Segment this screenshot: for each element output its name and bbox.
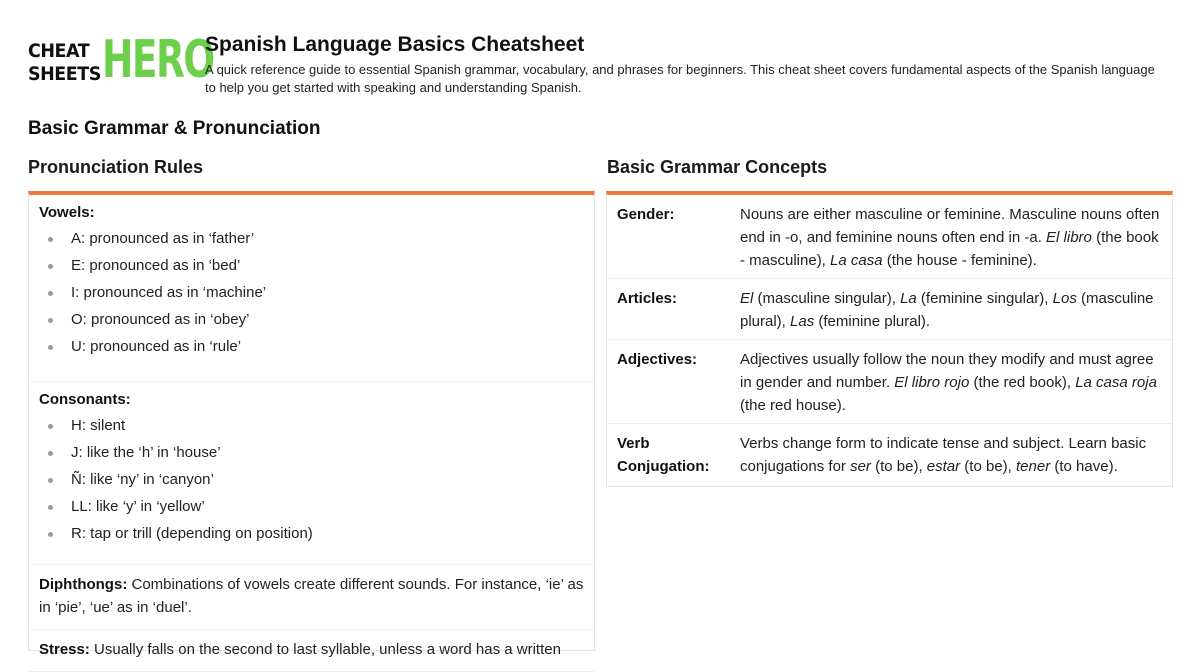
logo-cheat: CHEAT bbox=[28, 40, 90, 62]
text-fragment: (masculine singular), bbox=[753, 290, 901, 307]
spanish-example: El libro bbox=[1046, 229, 1092, 246]
text-fragment: (to have). bbox=[1050, 458, 1118, 475]
stress-text bbox=[39, 638, 584, 661]
consonants-list bbox=[39, 412, 584, 547]
table-row bbox=[607, 195, 1172, 279]
row-key: Adjectives: bbox=[617, 351, 698, 368]
list-item: E: pronounced as in ‘bed’ bbox=[39, 252, 584, 279]
row-key: Articles: bbox=[617, 290, 678, 307]
vowels-heading: Vowels: bbox=[39, 204, 95, 221]
text-fragment: (the house - feminine). bbox=[882, 252, 1037, 269]
page-header bbox=[205, 32, 1165, 97]
spanish-example: La casa bbox=[830, 252, 883, 269]
spanish-example: estar bbox=[926, 458, 961, 475]
spanish-example: ser bbox=[850, 458, 871, 475]
grammar-concepts-card bbox=[606, 191, 1173, 487]
stress-block bbox=[29, 630, 594, 672]
diphthongs-text bbox=[39, 573, 584, 619]
spanish-example: Los bbox=[1052, 290, 1077, 307]
text-fragment: (the red house). bbox=[740, 397, 846, 414]
text-fragment: (to be), bbox=[870, 458, 927, 475]
pronunciation-rules-card bbox=[28, 191, 595, 658]
row-key: Gender: bbox=[617, 206, 675, 223]
table-row bbox=[607, 424, 1172, 484]
list-item: I: pronounced as in ‘machine’ bbox=[39, 279, 584, 306]
page-title: Spanish Language Basics Cheatsheet bbox=[205, 33, 585, 56]
consonants-heading: Consonants: bbox=[39, 391, 131, 408]
text-fragment: Adjectives usually follow the noun they modify and must agree in gender and number. bbox=[740, 351, 1154, 391]
text-fragment: (the red book), bbox=[969, 374, 1076, 391]
list-item: Ñ: like ‘ny’ in ‘canyon’ bbox=[39, 466, 584, 493]
logo-hero: HERO bbox=[102, 30, 214, 90]
spanish-example: La bbox=[900, 290, 917, 307]
text-fragment: (masculine plural), bbox=[740, 290, 1154, 330]
logo-sheets: SHEETS bbox=[28, 63, 101, 85]
spanish-example: El bbox=[740, 290, 754, 307]
row-value bbox=[740, 432, 1162, 478]
list-item: U: pronounced as in ‘rule’ bbox=[39, 333, 584, 360]
diphthongs-heading: Diphthongs: bbox=[39, 576, 128, 593]
vowels-list bbox=[39, 225, 584, 360]
text-fragment: (the book - masculine), bbox=[740, 229, 1159, 269]
list-item: A: pronounced as in ‘father’ bbox=[39, 225, 584, 252]
table-row bbox=[607, 340, 1172, 424]
diphthongs-block bbox=[29, 565, 594, 630]
row-value bbox=[740, 348, 1162, 417]
row-key: Verb Conjugation: bbox=[617, 435, 710, 475]
table-row bbox=[607, 279, 1172, 340]
section-title: Basic Grammar & Pronunciation bbox=[28, 118, 321, 139]
text-fragment: (feminine singular), bbox=[916, 290, 1053, 307]
list-item: LL: like ‘y’ in ‘yellow’ bbox=[39, 493, 584, 520]
text-fragment: Verbs change form to indicate tense and subject. Learn basic conjugations for bbox=[740, 435, 1147, 475]
spanish-example: tener bbox=[1016, 458, 1051, 475]
spanish-example: Las bbox=[790, 313, 815, 330]
stress-heading: Stress: bbox=[39, 641, 90, 658]
text-fragment: (to be), bbox=[960, 458, 1016, 475]
spanish-example: La casa roja bbox=[1075, 374, 1157, 391]
list-item: J: like the ‘h’ in ‘house’ bbox=[39, 439, 584, 466]
grammar-concepts-title: Basic Grammar Concepts bbox=[607, 157, 828, 177]
spanish-example: El libro rojo bbox=[894, 374, 970, 391]
logo-wordmark-left bbox=[28, 40, 101, 86]
cheatsheets-hero-logo[interactable] bbox=[28, 30, 214, 90]
vowels-block bbox=[29, 195, 594, 382]
row-value bbox=[740, 287, 1162, 333]
list-item: O: pronounced as in ‘obey’ bbox=[39, 306, 584, 333]
stress-description: Usually falls on the second to last syllable, unless a word has a written bbox=[94, 641, 561, 658]
consonants-block bbox=[29, 382, 594, 565]
row-value bbox=[740, 203, 1162, 272]
diphthongs-description: Combinations of vowels create different sounds. For instance, ‘ie’ as in ‘pie’, ‘ue’ as in ‘duel’. bbox=[39, 576, 584, 616]
text-fragment: Nouns are either masculine or feminine. Masculine nouns often end in -o, and feminine nouns often end in -a. bbox=[740, 206, 1160, 246]
pronunciation-rules-title: Pronunciation Rules bbox=[28, 157, 204, 177]
list-item: R: tap or trill (depending on position) bbox=[39, 520, 584, 547]
page-description: A quick reference guide to essential Spanish grammar, vocabulary, and phrases for beginners. This cheat sheet covers fundamental aspects of the Spanish language to help you get started with speaking and understanding Spanish. bbox=[205, 62, 1155, 95]
list-item: H: silent bbox=[39, 412, 584, 439]
text-fragment: (feminine plural). bbox=[814, 313, 931, 330]
